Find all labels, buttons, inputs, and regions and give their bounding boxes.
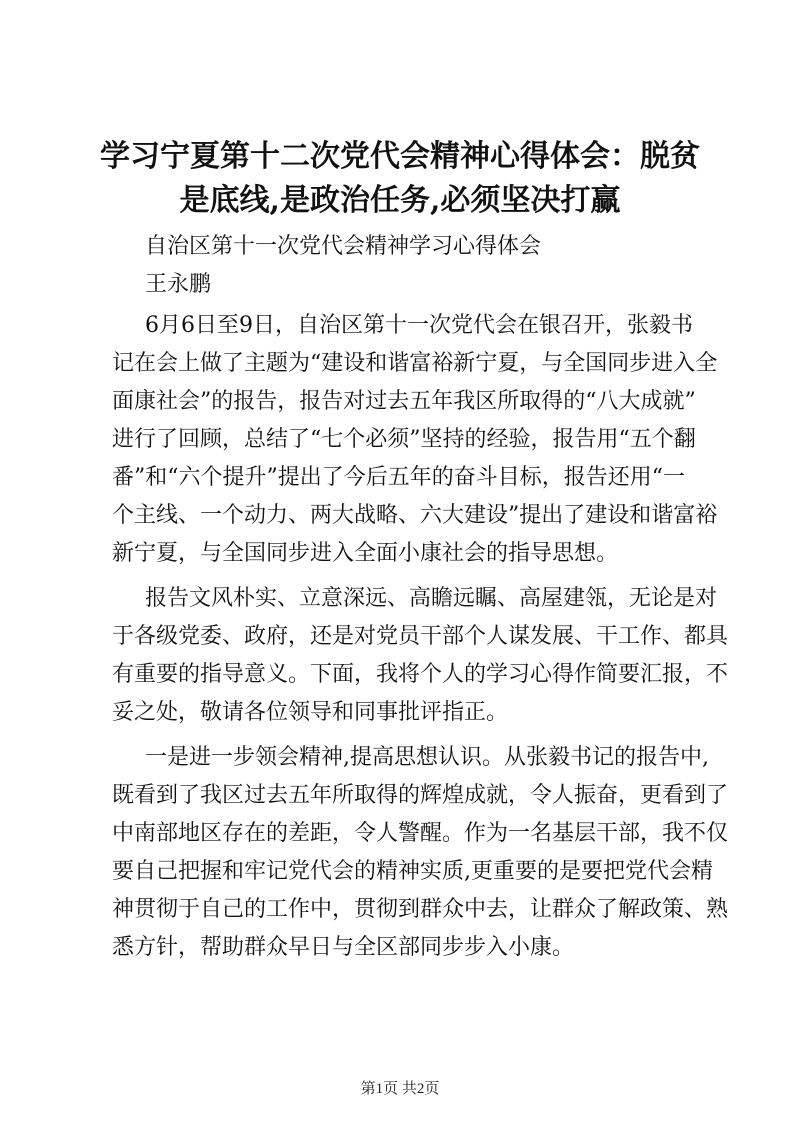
paragraph-line: 神贯彻于自己的工作中，贯彻到群众中去，让群众了解政策、熟 <box>112 897 729 922</box>
paragraph-line: 新宁夏，与全国同步进入全面小康社会的指导思想。 <box>112 541 619 566</box>
document-title <box>90 135 710 223</box>
paragraph-line: 番”和“六个提升”提出了今后五年的奋斗目标，报告还用“一 <box>112 465 685 490</box>
page-footer <box>0 1077 800 1098</box>
author: 王永鹏 <box>145 272 212 297</box>
paragraph-line: 进行了回顾，总结了“七个必须”坚持的经验，报告用“五个翻 <box>112 427 696 452</box>
paragraph-line: 有重要的指导意义。下面，我将个人的学习心得作简要汇报，不 <box>112 662 729 687</box>
paragraph-line: 于各级党委、政府，还是对党员干部个人谋发展、干工作、都具 <box>112 624 729 649</box>
paragraph-2 <box>112 580 729 732</box>
paragraph-3 <box>112 739 729 967</box>
subtitle: 自治区第十一次党代会精神学习心得体会 <box>145 234 542 259</box>
paragraph-line: 报告文风朴实、立意深远、高瞻远瞩、高屋建瓴，无论是对 <box>145 586 718 611</box>
paragraph-line: 妥之处，敬请各位领导和同事批评指正。 <box>112 700 509 725</box>
document-body <box>112 228 729 967</box>
paragraph-line: 悉方针，帮助群众早日与全区部同步步入小康。 <box>112 935 575 960</box>
title-line-1: 学习宁夏第十二次党代会精神心得体会：脱贫 <box>100 139 700 174</box>
title-line-2: 是底线,是政治任务,必须坚决打赢 <box>179 183 621 218</box>
paragraph-line: 个主线、一个动力、两大战略、六大建设”提出了建设和谐富裕 <box>112 503 718 528</box>
paragraph-line: 既看到了我区过去五年所取得的辉煌成就，令人振奋，更看到了 <box>112 783 729 808</box>
paragraph-line: 要自己把握和牢记党代会的精神实质,更重要的是要把党代会精 <box>112 859 713 884</box>
paragraph-line: 中南部地区存在的差距，令人警醒。作为一名基层干部，我不仅 <box>112 821 729 846</box>
paragraph-line: 面康社会”的报告，报告对过去五年我区所取得的“八大成就” <box>112 389 696 414</box>
paragraph-line: 一是进一步领会精神,提高思想认识。从张毅书记的报告中, <box>145 745 709 770</box>
paragraph-line: 6月6日至9日，自治区第十一次党代会在银召开，张毅书 <box>145 313 693 338</box>
page-number: 第1页 共2页 <box>360 1081 440 1097</box>
paragraph-line: 记在会上做了主题为“建设和谐富裕新宁夏，与全国同步进入全 <box>112 351 718 376</box>
paragraph-1 <box>112 307 718 573</box>
